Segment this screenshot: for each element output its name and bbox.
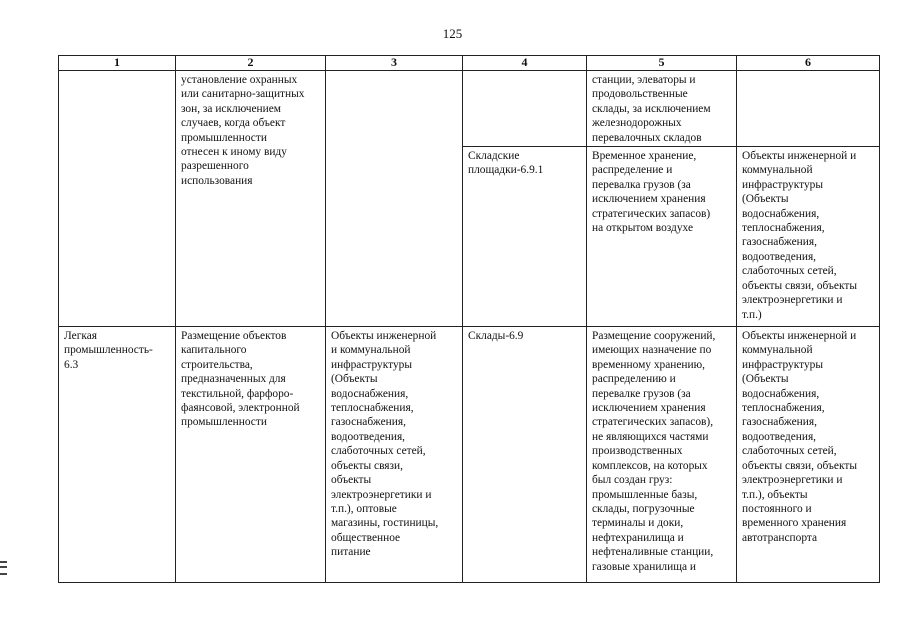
text-line: разрешенного [181,160,249,173]
col-header-4: 4 [463,56,587,71]
text-line: промышленности [181,131,267,144]
col-header-3: 3 [326,56,463,71]
text-line: газоснабжения, [331,416,406,429]
text-line: производственных [592,445,683,458]
text-line: (Объекты [331,373,378,386]
page-number: 125 [442,26,463,41]
text-line: перевалочных складов [592,131,702,144]
text-line: промышленность- [64,344,153,357]
text-line: Объекты инженерной и [742,150,857,163]
text-line: объекты [331,474,372,487]
text-line: электроэнергетики и [742,294,843,307]
text-line: теплоснабжения, [331,402,414,415]
text-line: временному хранению, [592,358,705,371]
text-line: установление охранных [181,74,298,86]
cell-description [176,71,326,327]
text-line: газовые хранилища и [592,560,696,573]
cell-conditional-use [463,71,587,147]
text-line: инфраструктуры [742,358,823,371]
text-line: теплоснабжения, [742,402,825,415]
cell-use-name [59,71,176,327]
text-line: т.п.), объекты [742,488,808,501]
text-line: Легкая [64,330,98,343]
text-line: Объекты инженерной и [742,330,857,343]
text-line: постоянного и [742,502,812,515]
text-line: исключением хранения [592,402,706,415]
text-line: Размещение объектов [181,330,287,343]
text-line: предназначенных для [181,373,286,386]
text-line: водоснабжения, [742,207,820,220]
text-line: т.п.) [742,308,762,321]
table-row [59,71,880,147]
text-line: временного хранения [742,517,847,530]
text-line: склады, за исключением [592,102,711,115]
text-line: коммунальной [742,344,813,357]
text-line: коммунальной [742,164,813,177]
text-line: или санитарно-защитных [181,88,305,101]
col-header-2: 2 [176,56,326,71]
text-line: общественное [331,531,401,544]
text-line: водоснабжения, [331,387,409,400]
text-line: т.п.), оптовые [331,502,397,515]
text-line: зон, за исключением [181,102,282,115]
text-line: водоотведения, [742,250,817,263]
text-line: исключением хранения [592,193,706,206]
text-line: Временное хранение, [592,150,697,163]
text-line: газоснабжения, [742,236,817,249]
text-line: объекты связи, [331,459,403,472]
text-line: электроэнергетики и [331,488,432,501]
cell-conditional-auxiliary [737,327,880,583]
col-header-1: 1 [59,56,176,71]
text-line: (Объекты [742,373,789,386]
text-line: Размещение сооружений, [592,330,716,343]
text-line: использования [181,174,253,187]
text-line: распределение и [592,164,673,177]
cell-description [176,327,326,583]
text-line: водоотведения, [331,430,406,443]
text-line: и коммунальной [331,344,411,357]
land-use-table [58,55,880,583]
text-line: комплексов, на которых [592,459,708,472]
cell-auxiliary-uses [326,71,463,327]
text-line: теплоснабжения, [742,222,825,235]
text-line: строительства, [181,358,253,371]
text-line: промышленные базы, [592,488,698,501]
text-line: случаев, когда объект [181,117,286,130]
text-line: Складские [468,150,520,163]
cell-use-name [59,327,176,583]
text-line: слаботочных сетей, [331,445,426,458]
text-line: водоснабжения, [742,387,820,400]
text-line: нефтехранилища и [592,531,684,544]
cell-conditional-description [587,147,737,327]
cell-conditional-use [463,327,587,583]
cell-auxiliary-uses [326,327,463,583]
col-header-6: 6 [737,56,880,71]
text-line: капитального [181,344,247,357]
text-line: не являющихся частями [592,430,709,443]
text-line: продовольственные [592,88,688,101]
text-line: слаботочных сетей, [742,445,837,458]
text-line: станции, элеваторы и [592,74,696,86]
text-line: отнесен к иному виду [181,146,287,159]
text-line: железнодорожных [592,117,682,130]
table-row [59,327,880,583]
text-line: электроэнергетики и [742,474,843,487]
text-line: распределению и [592,373,676,386]
text-line: инфраструктуры [331,358,412,371]
text-line: Объекты инженерной [331,330,437,343]
cell-conditional-auxiliary [737,147,880,327]
text-line: фаянсовой, электронной [181,402,300,415]
text-line: слаботочных сетей, [742,265,837,278]
text-line: текстильной, фарфоро- [181,387,294,400]
text-line: 6.3 [64,358,79,371]
text-line: стратегических запасов), [592,416,714,429]
text-line: водоотведения, [742,430,817,443]
text-line: площадки-6.9.1 [468,164,544,177]
margin-mark-icon [0,561,7,575]
text-line: питание [331,546,371,559]
text-line: объекты связи, объекты [742,279,857,292]
text-line: склады, погрузочные [592,502,695,515]
cell-conditional-description [587,71,737,147]
text-line: был создан груз: [592,474,673,487]
text-line: перевалке грузов (за [592,387,691,400]
text-line: инфраструктуры [742,178,823,191]
text-line: автотранспорта [742,531,818,544]
cell-conditional-auxiliary [737,71,880,147]
text-line: на открытом воздухе [592,222,694,235]
cell-conditional-description [587,327,737,583]
text-line: перевалка грузов (за [592,178,691,191]
text-line: терминалы и доки, [592,517,684,530]
text-line: промышленности [181,416,267,429]
text-line: (Объекты [742,193,789,206]
col-header-5: 5 [587,56,737,71]
cell-conditional-use [463,147,587,327]
text-line: нефтеналивные станции, [592,546,714,559]
text-line: имеющих назначение по [592,344,712,357]
text-line: Склады-6.9 [468,330,524,343]
text-line: магазины, гостиницы, [331,517,439,530]
text-line: объекты связи, объекты [742,459,857,472]
header-row [59,56,880,71]
text-line: стратегических запасов) [592,207,711,220]
text-line: газоснабжения, [742,416,817,429]
